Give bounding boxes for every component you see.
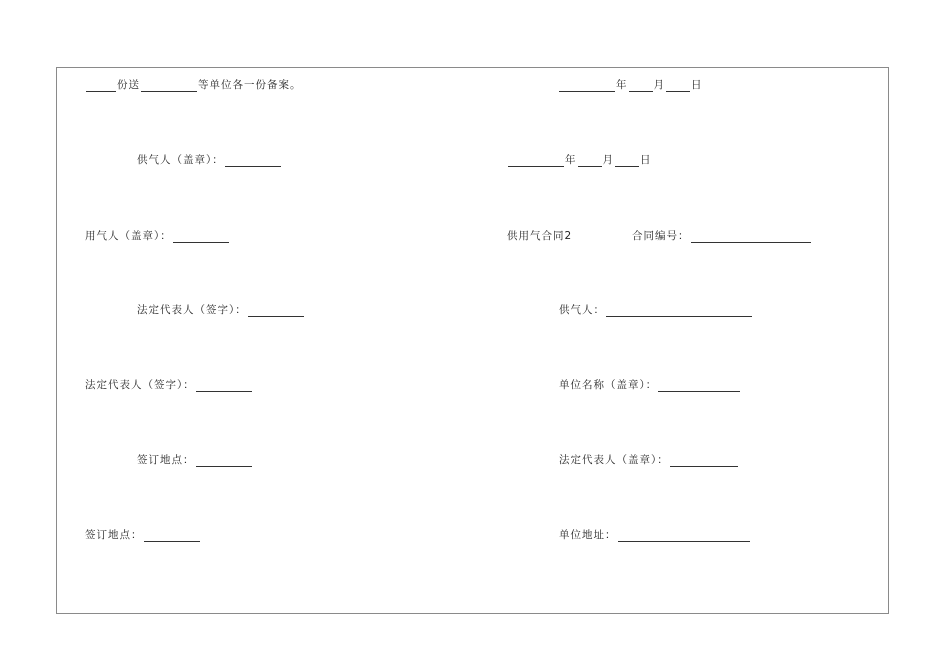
legal-rep-seal-line bbox=[559, 453, 739, 467]
sign-place-line-2 bbox=[85, 528, 201, 542]
sign-place-blank-1[interactable] bbox=[196, 456, 252, 467]
date-line-top bbox=[558, 78, 703, 92]
unit-name-seal-label: 单位名称（盖章）： bbox=[559, 379, 658, 391]
contract-number-line bbox=[632, 229, 812, 243]
day-label: 日 bbox=[691, 79, 703, 91]
contract-title-line bbox=[507, 229, 572, 243]
supplier-blank[interactable] bbox=[606, 306, 752, 317]
unit-name-seal-line bbox=[559, 378, 741, 392]
copy-note-text-2: 等单位各一份备案。 bbox=[198, 79, 302, 91]
contract-title: 供用气合同2 bbox=[507, 230, 573, 242]
day-blank-2[interactable] bbox=[615, 156, 639, 167]
date-line-second bbox=[507, 153, 652, 167]
unit-address-line bbox=[559, 528, 751, 542]
copy-note-text-1: 份送 bbox=[117, 79, 140, 91]
units-blank[interactable] bbox=[141, 81, 197, 92]
supplier-seal-line bbox=[137, 153, 282, 167]
unit-address-label: 单位地址： bbox=[559, 529, 617, 541]
legal-rep-seal-blank[interactable] bbox=[670, 456, 738, 467]
month-blank[interactable] bbox=[629, 81, 653, 92]
legal-rep-seal-label: 法定代表人（盖章）： bbox=[559, 454, 669, 466]
supplier-line bbox=[559, 303, 753, 317]
unit-name-seal-blank[interactable] bbox=[658, 381, 740, 392]
sign-place-label-2: 签订地点： bbox=[85, 529, 143, 541]
copy-note-line bbox=[85, 78, 302, 92]
month-label-2: 月 bbox=[602, 154, 614, 166]
user-seal-label: 用气人（盖章）： bbox=[85, 230, 172, 242]
legal-rep-sign-blank-1[interactable] bbox=[248, 306, 304, 317]
legal-rep-sign-label-2: 法定代表人（签字）： bbox=[85, 379, 195, 391]
copies-blank[interactable] bbox=[86, 81, 116, 92]
year-label: 年 bbox=[616, 79, 628, 91]
year-label-2: 年 bbox=[565, 154, 577, 166]
sign-place-line-1 bbox=[137, 453, 253, 467]
day-blank[interactable] bbox=[666, 81, 690, 92]
month-label: 月 bbox=[653, 79, 665, 91]
legal-rep-sign-blank-2[interactable] bbox=[196, 381, 252, 392]
legal-rep-sign-label-1: 法定代表人（签字）： bbox=[137, 304, 247, 316]
month-blank-2[interactable] bbox=[578, 156, 602, 167]
user-seal-blank[interactable] bbox=[173, 232, 229, 243]
sign-place-label-1: 签订地点： bbox=[137, 454, 195, 466]
year-blank-2[interactable] bbox=[508, 156, 564, 167]
legal-rep-sign-line-2 bbox=[85, 378, 253, 392]
contract-number-label: 合同编号： bbox=[632, 230, 690, 242]
supplier-label: 供气人： bbox=[559, 304, 605, 316]
sign-place-blank-2[interactable] bbox=[144, 531, 200, 542]
supplier-seal-blank[interactable] bbox=[225, 156, 281, 167]
legal-rep-sign-line-1 bbox=[137, 303, 305, 317]
day-label-2: 日 bbox=[640, 154, 652, 166]
supplier-seal-label: 供气人（盖章）： bbox=[137, 154, 224, 166]
year-blank[interactable] bbox=[559, 81, 615, 92]
contract-number-blank[interactable] bbox=[691, 232, 811, 243]
unit-address-blank[interactable] bbox=[618, 531, 750, 542]
user-seal-line bbox=[85, 229, 230, 243]
